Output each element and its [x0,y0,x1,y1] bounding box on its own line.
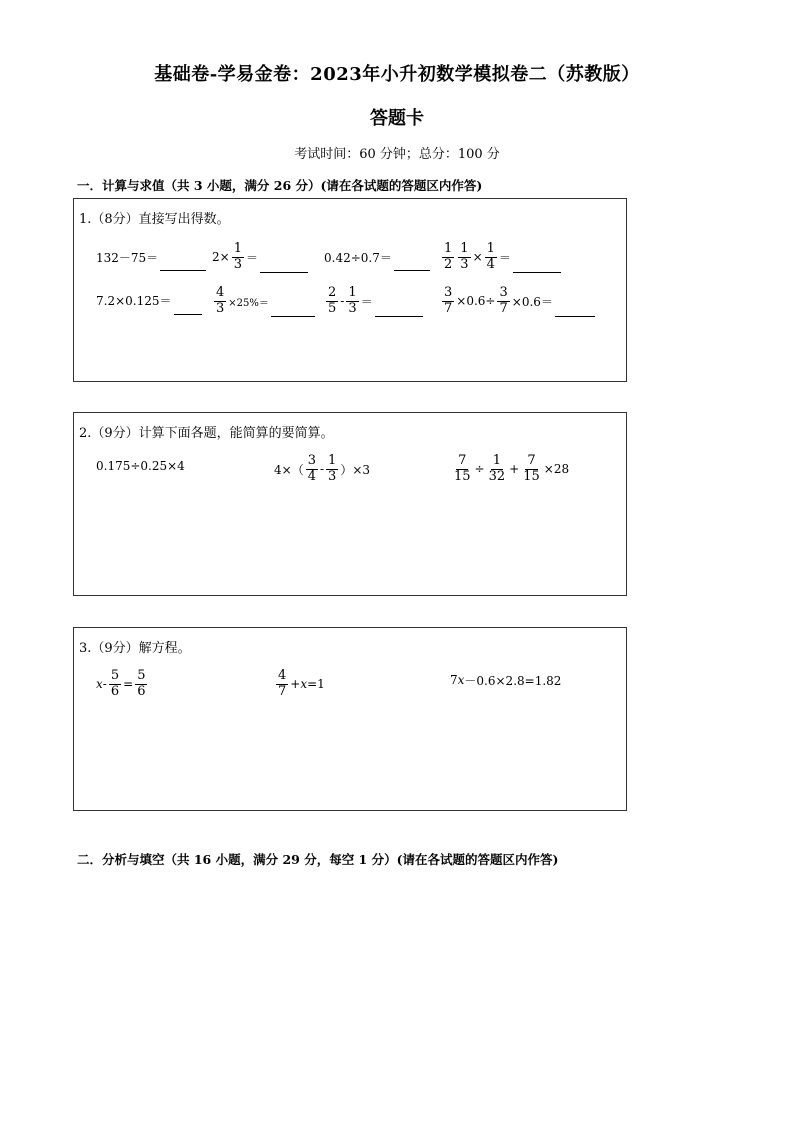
expression: 4×（ $\frac{3}{4}$ - $\frac{1}{3}$ ）×3 [274,453,371,484]
question-label: 1.（8分）直接写出得数。 [79,212,230,227]
answer-blank[interactable] [174,313,202,315]
answer-box-q2[interactable] [73,412,627,596]
expression: $\frac{7}{15}$ ÷ $\frac{1}{32}$ + $\frac{7}{15}$ ×28 [454,453,570,484]
answer-box-q3[interactable] [73,627,627,811]
question-label: 3.（9分）解方程。 [79,641,191,656]
page-title: 基础卷-学易金卷：2023年小升初数学模拟卷二（苏教版） [154,64,640,85]
answer-blank[interactable] [394,269,430,271]
question-label: 2.（9分）计算下面各题，能简算的要简算。 [79,426,334,441]
expression: $\frac{1}{2}$ $\frac{1}{3}$ × $\frac{1}{4}$ ＝ [440,237,563,277]
expression: $\frac{3}{7}$ ×0.6÷ $\frac{3}{7}$ ×0.6＝ [440,281,597,321]
equation: $\frac{4}{7}$ + x =1 [278,668,325,699]
expression: 0.42÷0.7＝ [324,239,432,275]
expression: $\frac{4}{3}$ ×25%＝ [212,281,317,321]
equation: x - $\frac{5}{6}$ = $\frac{5}{6}$ [96,668,146,699]
expression: 2× $\frac{1}{3}$ ＝ [212,237,310,277]
expression: 132－75＝ [96,239,208,275]
section-heading-1: 一．计算与求值（共 3 小题，满分 26 分）(请在各试题的答题区内作答) [77,178,483,193]
equation: 7 x －0.6×2.8=1.82 [450,673,562,688]
expression: 7.2×0.125＝ [96,281,204,319]
answer-blank[interactable] [375,315,423,317]
answer-blank[interactable] [260,271,308,273]
exam-info: 考试时间：60 分钟；总分：100 分 [294,147,500,162]
answer-blank[interactable] [160,269,206,271]
answer-box-q1[interactable] [73,198,627,382]
expression: $\frac{2}{5}$ - $\frac{1}{3}$ ＝ [324,281,425,321]
answer-blank[interactable] [555,315,595,317]
answer-blank[interactable] [513,271,561,273]
answer-blank[interactable] [271,315,315,317]
expression: 0.175÷0.25×4 [96,459,185,473]
section-heading-2: 二．分析与填空（共 16 小题，满分 29 分，每空 1 分）(请在各试题的答题区内作答) [77,852,559,867]
page-subtitle: 答题卡 [370,108,424,129]
